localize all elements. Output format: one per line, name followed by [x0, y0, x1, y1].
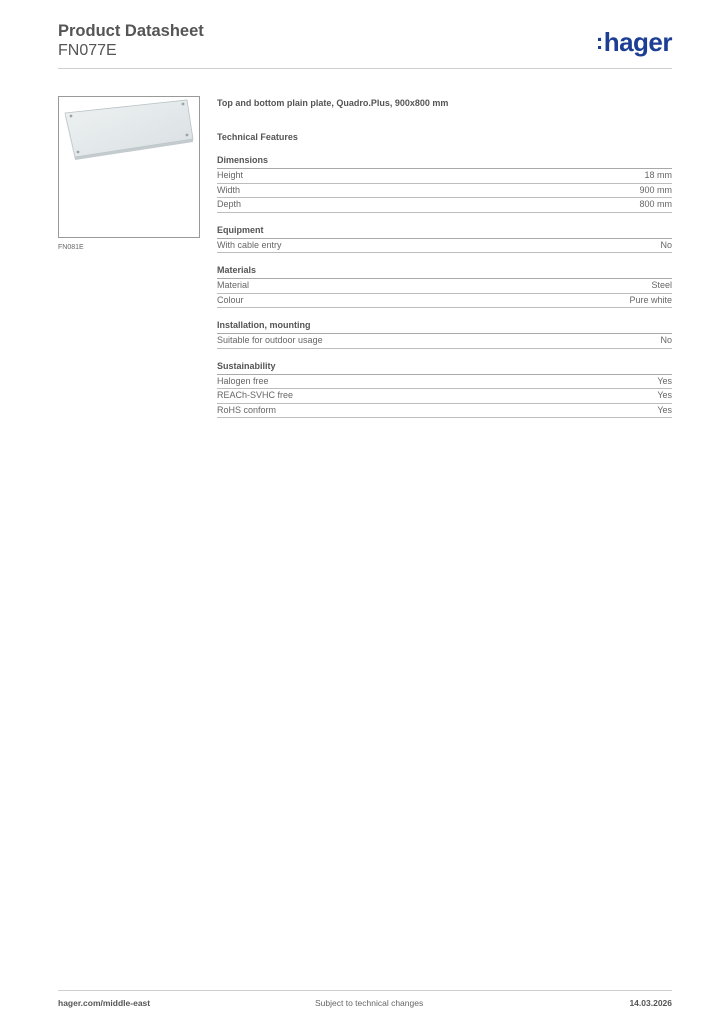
spec-label: Depth: [217, 199, 242, 209]
spec-label: REACh-SVHC free: [217, 390, 294, 400]
spec-row-halogen: [217, 375, 672, 390]
section-title: Materials: [217, 265, 672, 279]
logo-text: hager: [603, 27, 672, 57]
spec-row-material: [217, 279, 672, 294]
spec-value: Yes: [657, 390, 672, 400]
spec-content: [217, 97, 672, 418]
footer-website-link[interactable]: hager.com/middle-east: [58, 998, 151, 1008]
spec-value: Steel: [651, 280, 672, 290]
spec-label: Suitable for outdoor usage: [217, 335, 323, 345]
spec-value: No: [660, 335, 672, 345]
footer-date: 14.03.2026: [629, 998, 672, 1008]
spec-row-cable-entry: [217, 239, 672, 254]
product-description: Top and bottom plain plate, Quadro.Plus, 900x800 mm: [217, 98, 449, 108]
hager-logo: [596, 28, 672, 58]
product-code: FN077E: [58, 42, 117, 59]
section-title: Equipment: [217, 225, 672, 239]
section-installation: [217, 320, 672, 349]
technical-features-heading: Technical Features: [217, 132, 298, 142]
spec-row-colour: [217, 294, 672, 309]
spec-row-width: [217, 184, 672, 199]
spec-label: Height: [217, 170, 244, 180]
spec-value: Yes: [657, 404, 672, 415]
spec-value: 800 mm: [639, 199, 672, 209]
spec-label: Colour: [217, 294, 244, 305]
footer-divider: [58, 990, 672, 991]
spec-label: RoHS conform: [217, 404, 277, 415]
section-sustainability: [217, 361, 672, 419]
section-title: Sustainability: [217, 361, 672, 375]
spec-row-outdoor: [217, 334, 672, 349]
spec-label: With cable entry: [217, 239, 282, 250]
product-image: [58, 96, 200, 238]
spec-row-height: [217, 169, 672, 184]
spec-value: Pure white: [629, 294, 672, 305]
spec-value: 18 mm: [644, 170, 672, 180]
footer-notice: Subject to technical changes: [315, 998, 424, 1008]
spec-value: Yes: [657, 375, 672, 386]
spec-row-reach: [217, 389, 672, 404]
spec-label: Width: [217, 184, 241, 195]
section-title: Installation, mounting: [217, 320, 672, 334]
section-title: Dimensions: [217, 155, 672, 169]
spec-row-depth: [217, 198, 672, 213]
header-divider: [58, 68, 672, 69]
page-header: [58, 22, 672, 60]
spec-value: 900 mm: [639, 184, 672, 195]
spec-value: No: [660, 239, 672, 250]
section-materials: [217, 265, 672, 308]
section-dimensions: [217, 155, 672, 213]
spec-row-rohs: [217, 404, 672, 419]
page-title: Product Datasheet: [58, 22, 204, 40]
logo-colon: :: [595, 29, 603, 54]
spec-label: Material: [217, 280, 250, 290]
plate-illustration: [59, 97, 199, 237]
image-caption: FN081E: [58, 244, 84, 251]
section-equipment: [217, 225, 672, 254]
spec-label: Halogen free: [217, 375, 269, 386]
